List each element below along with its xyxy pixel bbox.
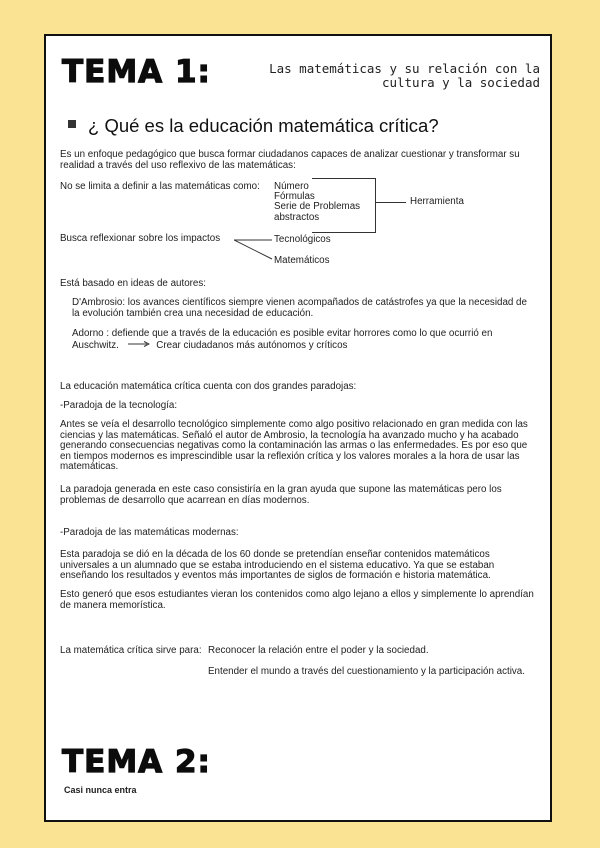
- adorno-result: Crear ciudadanos más autónomos y críticos: [156, 339, 348, 351]
- dambrosio-paragraph: D'Ambrosio: los avances científicos siempre vienen acompañados de catástrofes ya que la necesidad de la evolución también crea una necesidad de educación.: [72, 297, 527, 319]
- no-limita-label: No se limita a definir a las matemáticas como:: [60, 181, 260, 192]
- bracket-top: [312, 178, 376, 179]
- sirve-item-1: Reconocer la relación entre el poder y la sociedad.: [208, 645, 429, 656]
- matematicos-label: Matemáticos: [274, 255, 330, 266]
- tema1-subtitle-line1: Las matemáticas y su relación con la: [269, 61, 540, 76]
- bracket-connector: [376, 202, 406, 203]
- sirve-item-2: Entender el mundo a través del cuestionamiento y la participación activa.: [208, 666, 525, 677]
- tema2-title: TEMA 2:: [62, 744, 211, 780]
- paradoja-modernas-title: -Paradoja de las matemáticas modernas:: [60, 527, 239, 538]
- paradoja-modernas-p2: Esto generó que esos estudiantes vieran los contenidos como algo lejano a ellos y simplemente lo aprendían de manera memorística.: [60, 589, 534, 611]
- arrow-right-icon: [128, 340, 150, 351]
- paradoja-modernas-p1: Esta paradoja se dió en la década de los 60 donde se pretendían enseñar contenidos matemáticos universales a un alumnado que se estaba introduciendo en el sistema educativo. Ya que se estaban enseñando los resultados y eventos más importantes de siglos de formación e historia matemática.: [60, 549, 495, 581]
- tema1-title: TEMA 1:: [62, 54, 211, 90]
- paradojas-intro: La educación matemática crítica cuenta con dos grandes paradojas:: [60, 381, 357, 392]
- item-problemas: Serie de Problemas abstractos: [274, 201, 361, 223]
- item-formulas: Fórmulas: [274, 191, 315, 202]
- bracket-side: [375, 178, 376, 233]
- autores-intro: Está basado en ideas de autores:: [60, 278, 206, 289]
- adorno-paragraph: [72, 329, 534, 351]
- bracket-bottom: [312, 232, 376, 233]
- square-bullet-icon: [68, 120, 76, 128]
- tecnologicos-label: Tecnológicos: [274, 234, 331, 245]
- branch-lines: [234, 232, 274, 262]
- tema2-note: Casi nunca entra: [64, 785, 137, 795]
- paradoja-tecnologia-p2: La paradoja generada en este caso consistiría en la gran ayuda que supone las matemáticas pero los problemas de desarrollo que acarrean en días modernos.: [60, 484, 502, 506]
- section-heading: ¿ Qué es la educación matemática crítica?: [88, 115, 439, 136]
- adorno-text: Adorno : defiende que a través de la educación es posible evitar horrores como lo que ocurrió en Auschwitz.: [72, 328, 493, 351]
- paradoja-tecnologia-p1: Antes se veía el desarrollo tecnológico simplemente como algo positivo relacionado en gran medida con las ciencias y las matemáticas. Señaló el autor de Ambrosio, la tecnología ha avanzado mucho y ha acabado generando consecuencias negativas como la contaminación las armas o las enfermedades. Es por eso que en tiempos modernos es imprescindible usar la reflexión crítica y los valores morales a la hora de usar las matemáticas.: [60, 419, 528, 472]
- item-numero: Número: [274, 181, 309, 192]
- paradoja-tecnologia-title: -Paradoja de la tecnología:: [60, 400, 178, 411]
- intro-paragraph: Es un enfoque pedagógico que busca formar ciudadanos capaces de analizar cuestionar y transformar su realidad a través del uso reflexivo de las matemáticas:: [60, 149, 520, 171]
- sirve-label: La matemática crítica sirve para:: [60, 645, 202, 656]
- document-page: [44, 34, 552, 822]
- tema1-subtitle-line2: cultura y la sociedad: [381, 75, 540, 90]
- tema1-subtitle: [269, 62, 540, 90]
- herramienta-label: Herramienta: [410, 196, 464, 207]
- busca-label: Busca reflexionar sobre los impactos: [60, 233, 221, 244]
